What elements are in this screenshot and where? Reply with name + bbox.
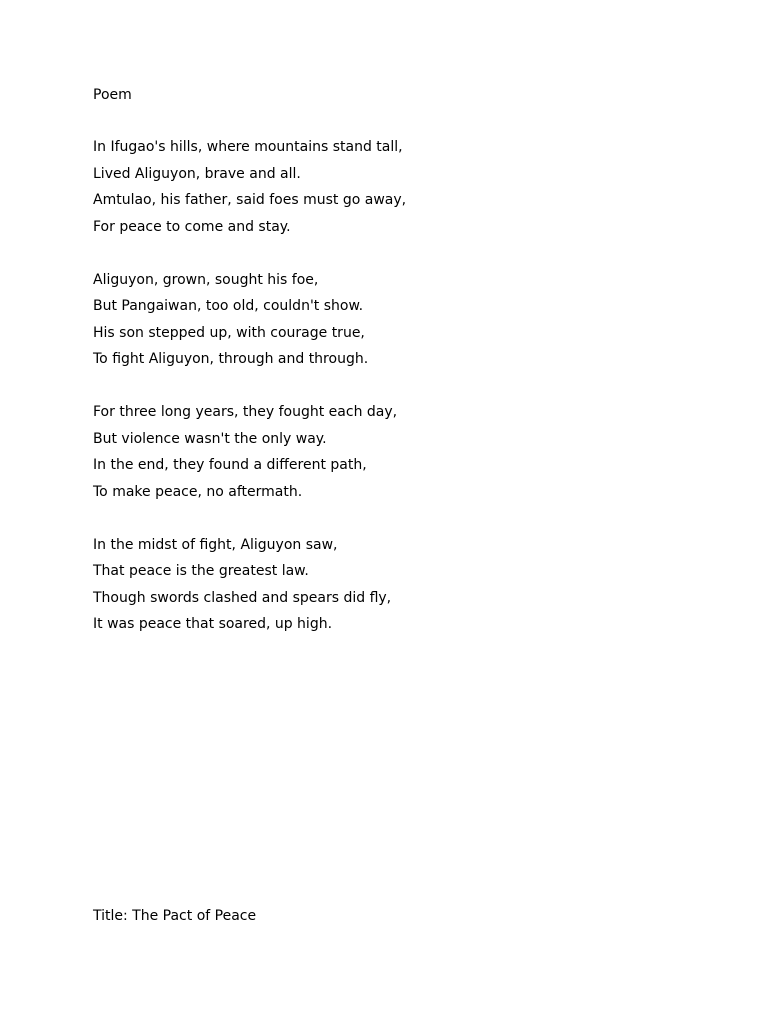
poem-line: Though swords clashed and spears did fly,	[93, 589, 392, 606]
stanza-3	[93, 403, 406, 509]
stanza-4	[93, 536, 406, 642]
poem-line: That peace is the greatest law.	[93, 563, 309, 579]
stanza-1	[93, 138, 406, 244]
document-heading: Poem	[93, 87, 132, 103]
poem-line: In the midst of fight, Aliguyon saw,	[93, 536, 338, 553]
poem-line: For three long years, they fought each day,	[93, 404, 398, 420]
poem-line: But Pangaiwan, too old, couldn't show.	[93, 298, 364, 314]
poem-line: In Ifugao's hills, where mountains stand tall,	[93, 139, 403, 155]
poem-line: Aliguyon, grown, sought his foe,	[93, 271, 319, 288]
poem-line: But violence wasn't the only way.	[93, 430, 327, 447]
poem-line: In the end, they found a different path,	[93, 457, 367, 473]
poem-line: His son stepped up, with courage true,	[93, 324, 365, 341]
poem-line: Lived Aliguyon, brave and all.	[93, 165, 301, 182]
poem-line: It was peace that soared, up high.	[93, 616, 333, 632]
poem-line: Amtulao, his father, said foes must go away,	[93, 192, 407, 208]
poem-line: For peace to come and stay.	[93, 218, 291, 235]
poem-line: To make peace, no aftermath.	[93, 483, 303, 500]
poem-title-line: Title: The Pact of Peace	[93, 908, 257, 924]
poem-body	[93, 138, 406, 668]
poem-line: To fight Aliguyon, through and through.	[93, 351, 369, 367]
stanza-2	[93, 271, 406, 377]
